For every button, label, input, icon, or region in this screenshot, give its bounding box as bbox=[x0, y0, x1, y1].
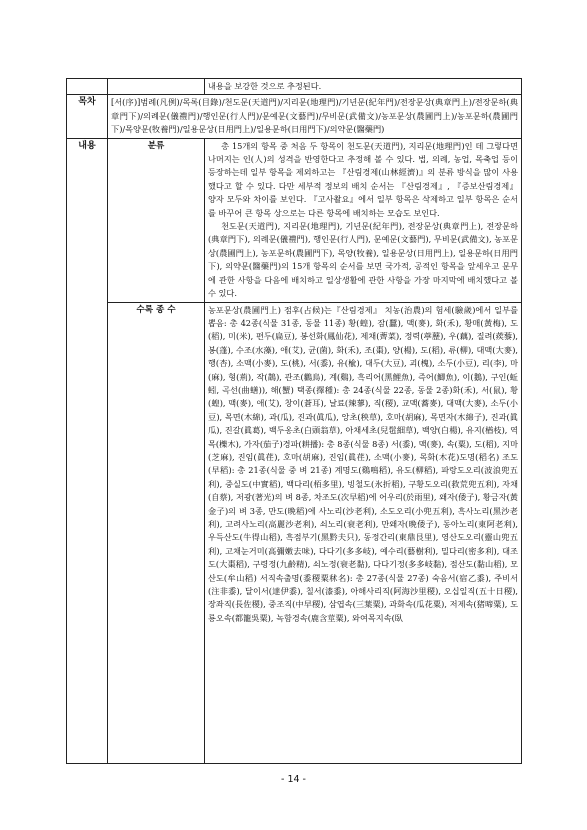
mokcha-label: 목차 bbox=[67, 95, 108, 138]
table-row-mokcha bbox=[67, 95, 522, 138]
bunryu-paragraph-2: 천도문(天道門), 지리문(地理門), 기년문(紀年門), 전장문상(典章門上), 전장문하(典章門下), 의례문(儀禮門), 행인문(行人門), 문예문(文藝門), 무비문(武備文), 농포문상(農圃門上), 농포문하(農圃門下), 목양(牧養), 일용문상(日用門上), 일용문하(日用門下), 의약문(醫藥門)의 15개 항목의 순서를 보면 국가적, 공적인 항목을 앞세우고 문무에 관한 사항을 다음에 배치하고 일상생활에 관한 사항을 가장 마지막에 배치했다고 볼 수 있다. bbox=[208, 221, 518, 299]
empty-label-cell bbox=[108, 79, 205, 95]
page-number: - 14 - bbox=[281, 774, 306, 785]
mokcha-text: [서(序)]범례(凡例)/목록(目錄)/천도문(天道門)/지리문(地理門)/기년문(紀年門)/전장문상(典章門上)/전장문하(典章門下)/의례문(儀禮門)/행인문(行人門)/문예문(文藝門)/무비문(武備文)/농포문상(農圃門上)/농포문하(農圃門下)/목양문(牧養門)/일용문상(日用門上)/일용문하(日用門下)/의약문(醫藥門) bbox=[108, 95, 522, 138]
document-table bbox=[66, 78, 522, 764]
bunryu-label: 분류 bbox=[108, 138, 205, 302]
table-row-bunryu bbox=[67, 138, 522, 302]
table-row-suronk bbox=[67, 302, 522, 763]
table-row-continuation bbox=[67, 79, 522, 95]
empty-label-cell bbox=[67, 79, 108, 95]
naeyong-label: 내용 bbox=[67, 138, 108, 763]
bunryu-paragraph-1: 총 15개의 항목 중 처음 두 항목이 천도문(天道門), 지리문(地理門)인 데 그렇다면 나머지는 인(人)의 성격을 반영한다고 추정해 볼 수 있다. 법, 의례, 농업, 목축업 등이 등장하는데 일부 항목을 제외하고는 『산림경제(山林經濟)』의 분류 방식을 많이 사용했다고 할 수 있다. 다만 세부적 정보의 배치 순서는 『산림경제』, 『증보산림경제』 양자 모두와 차이를 보인다. 『고사촬요』에서 일부 항목은 삭제하고 일부 항목은 순서를 바꾸어 큰 항목 상으로는 다른 항목에 배치하는 모습도 보인다. bbox=[208, 140, 518, 218]
suronk-text: 농포문상(農圃門上) 점후(占候)는『산림경제』 치농(治農)의 험세(驗歲)에서 일부를 뽑음: 총 42종(식물 31종, 동물 11종) 황(蝗), 잠(蠶), 맥(麥), 화(禾), 황매(黃梅), 도(稻), 미(米), 편두(扁豆), 봉선화(鳳仙花), 제채(薺菜), 정력(葶藶), 우(藕), 질려(蒺藜), 봉(蓬), 수조(水藻), 애(艾), 균(菌), 화(禾), 조(棗), 양(楊), 도(稻), 류(柳), 대맥(大麥), 행(杏), 소맥(小麥), 도(桃), 서(黍), 유(楡), 대두(大豆), 괴(槐), 소두(小豆), 리(李), 마(麻), 형(荊), 작(鵲), 관조(鸛鳥), 계(鷄), 흑리어(黑鯉魚), 즉어(鯽魚), 이(鵝), 구인(蚯蚓, 곡선(曲蟮)), 해(蟹) 택종(擇種): 총 24종(식물 22종, 동물 2종)화(禾), 서(鼠), 황(蝗), 맥(麥), 애(艾), 창이(蒼耳), 날료(辣蓼), 직(稷), 교맥(蕎麥), 대맥(大麥), 소두(小豆), 목면(木綿), 과(瓜), 진과(眞瓜), 앙초(秧草), 호마(胡麻), 목면자(木綿子), 진과(眞瓜), 진갈(眞葛), 백두옹초(白頭翁草), 아채세초(兒髢細草), 백양(白楊), 유지(楢枝), 역목(櫟木), 가자(茄子)경파(耕播): 총 8종(식물 8종) 서(黍), 맥(麥), 속(粟), 도(稻), 지마(芝麻), 진임(眞荏), 호마(胡麻), 진임(眞荏), 소맥(小麥), 목화(木花)도명(稻名) 조도(早稻): 총 21종(식물 중 벼 21종) 계명도(鷄鳴稻), 유도(柳稻), 파랑도오리(波浪兜五利), 중실도(中實稻), 백다리(栢多里), 빙철도(氷折稻), 구황도오리(救荒兜五利), 자채(自蔡), 저광(著光)의 벼 8종, 차조도(次早稻)에 어우리(於雨里), 왜자(倭子), 황금자(黃金子)의 벼 3종, 만도(晩稻)에 사노리(沙老利), 소도오리(小兜五利), 흑사노리(黑沙老利), 고려사노리(高麗沙老利), 쇠노리(衰老利), 만왜자(晩倭子), 동아노리(東阿老利), 우득산도(牛得山稻), 흑점부기(黑黔夫只), 동정간리(東鼎艮里), 영산도오리(靈山兜五利), 고채눈거미(高彌嫩去味), 다다기(多多岐), 예수리(藝樹利), 밀다리(密多利), 대조도(大棗稻), 구령정(九齡精), 쇠노정(衰老黏), 다다기정(多多岐黏), 점산도(黏山稻), 모산도(牟山稻) 서직속출명(黍稷粟秫名): 총 27종(식물 27종) 숙음서(宿乙黍), 주비서(注非黍), 달이서(達伊黍), 칠서(漆黍), 아해사리직(阿海沙里稷), 오십일직(五十日稷), 장좌직(長佐稷), 중조직(中早稷), 삼엽속(三葉粟), 과화속(瓜花粟), 저제속(猪啼粟), 도룡오속(都籠吳粟), 녹함경속(鹿含莖粟), 와여목지속(臥 bbox=[205, 302, 522, 763]
bunryu-text bbox=[205, 138, 522, 302]
continuation-text: 내용을 보강한 것으로 추정된다. bbox=[205, 79, 522, 95]
suronk-label: 수록 종 수 bbox=[108, 302, 205, 763]
